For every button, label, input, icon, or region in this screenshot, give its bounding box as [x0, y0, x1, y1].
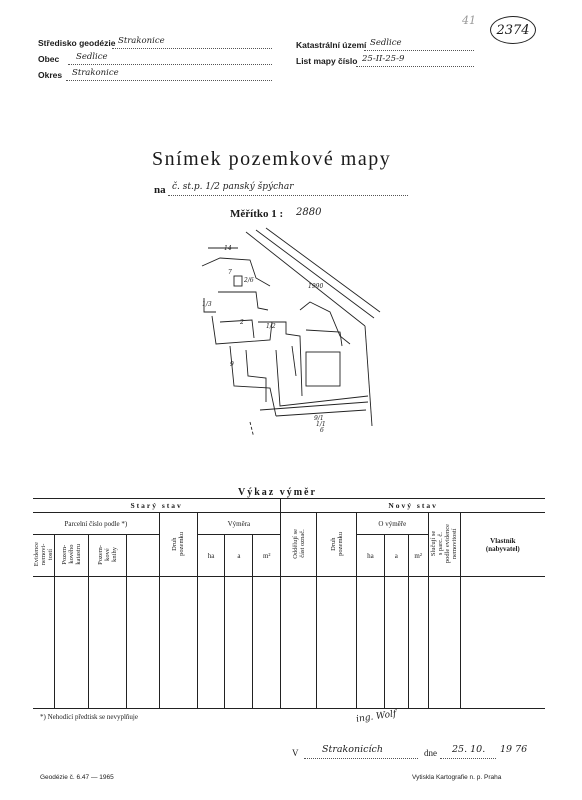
list-line — [356, 58, 474, 67]
o-vymere-text: O výměře — [378, 519, 407, 528]
a-new: a — [384, 535, 408, 577]
okres-value: Strakonice — [72, 68, 119, 78]
road-edge-3 — [266, 228, 380, 312]
slouceni-text: Slučují se s parc. č. podle evidence nemovitostí — [430, 523, 459, 564]
parcelni-cislo-text: Parcelní číslo podle *) — [64, 519, 128, 528]
obec-line — [68, 56, 272, 65]
na-label: na — [154, 184, 166, 196]
druh-pozemku-new-text: Druh pozemku — [329, 531, 344, 556]
o-vymere-header — [356, 513, 428, 535]
parcelni-cislo-header — [33, 513, 159, 535]
m2-old: m² — [253, 535, 281, 577]
oddeleni-text: Oddělují se část označ. — [291, 528, 306, 559]
map-label-1-2: 1/2 — [266, 323, 276, 330]
year-value: 19 76 — [500, 744, 528, 755]
novy-stav-header: Nový stav — [281, 499, 545, 513]
vymera-header — [197, 513, 281, 535]
katastr-line — [364, 42, 474, 51]
parcel-empty-col — [126, 535, 159, 577]
map-label-1-3: 1/3 — [202, 301, 212, 308]
pozemkove-knihy-header — [88, 535, 126, 577]
list-value: 25-II-25-9 — [362, 54, 405, 64]
map-label-14: 14 — [224, 245, 232, 252]
map-label-2: 2 — [240, 319, 244, 326]
road-edge-1 — [246, 232, 365, 326]
a-old: a — [225, 535, 253, 577]
date-value: 25. 10. — [452, 744, 486, 755]
pozemkoveho-text: Pozem- kového katastru — [60, 544, 82, 565]
map-label-9-1: 9/1 — [314, 415, 324, 422]
map-label-7: 7 — [228, 269, 232, 276]
vymera-text: Výměra — [227, 519, 251, 528]
pozemkoveho-header — [55, 535, 89, 577]
meritko-value: 2880 — [296, 207, 322, 218]
map-label-6: 6 — [320, 427, 324, 434]
table-row — [33, 577, 545, 709]
slouceni-header — [428, 513, 460, 577]
na-line — [168, 187, 408, 196]
stamp-circle — [490, 16, 536, 44]
list-label: List mapy číslo — [296, 56, 358, 66]
katastr-label: Katastrální území — [296, 40, 367, 50]
katastr-value: Sedlice — [370, 38, 402, 48]
okres-line — [66, 72, 272, 81]
evidence-header — [33, 535, 55, 577]
footer-left: Geodézie č. 6.47 — 1965 — [40, 774, 114, 781]
stredisko-value: Strakonice — [118, 36, 165, 46]
map-label-9: 9 — [230, 361, 234, 368]
ha-old: ha — [197, 535, 225, 577]
stredisko-line — [112, 40, 272, 49]
stary-stav-header: Starý stav — [33, 499, 281, 513]
corner-number: 41 — [462, 14, 476, 27]
m2-new: m² — [408, 535, 428, 577]
signature: ing. Wolf — [355, 709, 397, 725]
obec-value: Sedlice — [76, 52, 108, 62]
obec-label: Obec — [38, 54, 60, 64]
okres-label: Okres — [38, 70, 63, 80]
cadastral-map-sketch — [190, 226, 390, 436]
place-value: Strakonicích — [322, 744, 383, 755]
stredisko-label: Středisko geodézie — [38, 38, 116, 48]
right-boundary — [365, 326, 372, 426]
evidence-text: Evidence nemovi- tostí — [33, 542, 54, 567]
building-main — [306, 352, 340, 386]
page-title: Snímek pozemkové mapy — [152, 148, 392, 170]
vykaz-title: Výkaz výměr — [238, 487, 317, 498]
building-small — [234, 276, 242, 286]
stamp-number: 2374 — [496, 22, 530, 38]
place-line — [304, 750, 418, 759]
pozemkove-knihy-text: Pozem- kové knihy — [96, 544, 118, 565]
druh-pozemku-old-text: Druh pozemku — [171, 531, 186, 556]
oddeleni-header — [281, 513, 317, 577]
footnote: *) Nehodící předtisk se nevyplňuje — [40, 713, 138, 721]
na-value: č. st.p. 1/2 panský špýchar — [172, 182, 294, 192]
map-label-2-6: 2/6 — [244, 277, 254, 284]
map-label-1990: 1990 — [308, 283, 324, 290]
date-line — [440, 750, 496, 759]
druh-pozemku-old — [159, 513, 197, 577]
place-label: V — [292, 748, 299, 758]
druh-pozemku-new — [317, 513, 357, 577]
footer-right: Vytiskla Kartografie n. p. Praha — [412, 774, 502, 781]
ha-new: ha — [356, 535, 384, 577]
date-label: dne — [424, 748, 437, 758]
vlastnik-header: Vlastník (nabyvatel) — [460, 513, 545, 577]
meritko-label: Měřítko 1 : — [230, 208, 284, 220]
vykaz-table — [33, 498, 545, 709]
map-label-1-1: 1/1 — [316, 421, 326, 428]
